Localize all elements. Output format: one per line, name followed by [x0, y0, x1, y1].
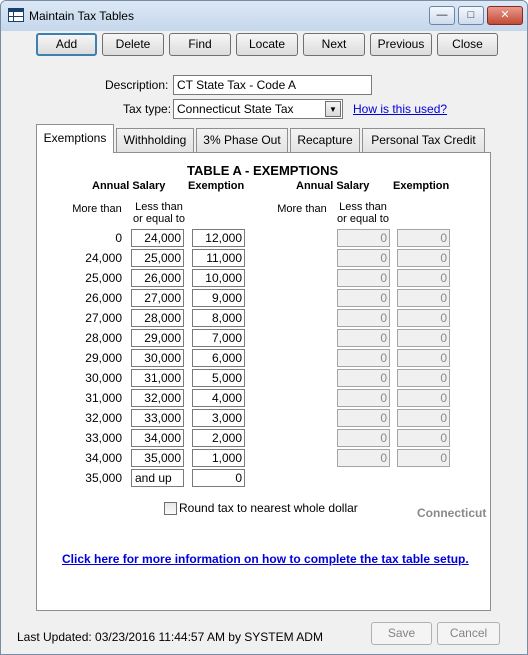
table-icon — [8, 8, 24, 22]
tax-table-help-link[interactable]: Click here for more information on how to complete the tax table setup. — [62, 552, 469, 566]
right-exemption-input[interactable]: 0 — [397, 289, 450, 307]
exemption-input[interactable]: 10,000 — [192, 269, 245, 287]
right-exemption-input[interactable]: 0 — [397, 249, 450, 267]
add-button[interactable]: Add — [36, 33, 97, 56]
right-less-than-input[interactable]: 0 — [337, 229, 390, 247]
right-less-than-input[interactable]: 0 — [337, 349, 390, 367]
less-than-input[interactable]: 28,000 — [131, 309, 184, 327]
row-more-than: 28,000 — [85, 331, 122, 345]
row-more-than: 24,000 — [85, 251, 122, 265]
right-exemption-input[interactable]: 0 — [397, 229, 450, 247]
exemption-input[interactable]: 7,000 — [192, 329, 245, 347]
tab-exemptions[interactable]: Exemptions — [36, 124, 114, 153]
less-than-input[interactable]: 35,000 — [131, 449, 184, 467]
save-button[interactable]: Save — [371, 622, 432, 645]
less-than-input[interactable]: 27,000 — [131, 289, 184, 307]
minimize-button[interactable] — [429, 6, 455, 25]
tab-withholding[interactable]: Withholding — [116, 128, 194, 152]
right-exemption-input[interactable]: 0 — [397, 449, 450, 467]
right-less-than-header — [333, 201, 393, 225]
less-than-input[interactable]: and up — [131, 469, 184, 487]
left-exemption-header: Exemption — [188, 180, 245, 192]
maximize-icon: □ — [467, 9, 475, 21]
right-exemption-input[interactable]: 0 — [397, 389, 450, 407]
right-less-than-input[interactable]: 0 — [337, 369, 390, 387]
round-tax-label[interactable]: Round tax to nearest whole dollar — [179, 501, 358, 515]
exemption-input[interactable]: 3,000 — [192, 409, 245, 427]
exemption-input[interactable]: 4,000 — [192, 389, 245, 407]
right-more-than-header: More than — [277, 203, 327, 215]
right-exemption-header: Exemption — [393, 180, 450, 192]
row-more-than: 25,000 — [85, 271, 122, 285]
right-exemption-input[interactable]: 0 — [397, 369, 450, 387]
right-exemption-input[interactable]: 0 — [397, 269, 450, 287]
right-salary-header: Annual Salary — [296, 180, 370, 192]
right-exemption-input[interactable]: 0 — [397, 409, 450, 427]
less-than-input[interactable]: 32,000 — [131, 389, 184, 407]
right-less-than-line1: Less than — [339, 201, 387, 213]
close-button[interactable]: Close — [437, 33, 498, 56]
exemption-input[interactable]: 5,000 — [192, 369, 245, 387]
minimize-icon: — — [436, 9, 448, 21]
less-than-input[interactable]: 24,000 — [131, 229, 184, 247]
cancel-button[interactable]: Cancel — [437, 622, 500, 645]
chevron-down-icon[interactable]: ▼ — [325, 101, 341, 117]
round-tax-checkbox[interactable] — [164, 502, 177, 515]
state-label: Connecticut — [417, 506, 487, 520]
less-than-input[interactable]: 30,000 — [131, 349, 184, 367]
right-exemption-input[interactable]: 0 — [397, 329, 450, 347]
tab-recapture[interactable]: Recapture — [290, 128, 360, 152]
less-than-line1: Less than — [135, 201, 183, 213]
right-less-than-input[interactable]: 0 — [337, 429, 390, 447]
row-more-than: 26,000 — [85, 291, 122, 305]
row-more-than: 33,000 — [85, 431, 122, 445]
tab-personal-tax-credit[interactable]: Personal Tax Credit — [362, 128, 485, 152]
less-than-input[interactable]: 33,000 — [131, 409, 184, 427]
row-more-than: 34,000 — [85, 451, 122, 465]
row-more-than: 32,000 — [85, 411, 122, 425]
exemption-input[interactable]: 8,000 — [192, 309, 245, 327]
table-title: TABLE A - EXEMPTIONS — [187, 163, 339, 178]
tax-type-label: Tax type: — [123, 102, 172, 116]
less-than-input[interactable]: 31,000 — [131, 369, 184, 387]
exemption-input[interactable]: 2,000 — [192, 429, 245, 447]
exemption-input[interactable]: 1,000 — [192, 449, 245, 467]
row-more-than: 0 — [115, 231, 122, 245]
delete-button[interactable]: Delete — [102, 33, 164, 56]
tax-type-value: Connecticut State Tax — [177, 102, 294, 116]
previous-button[interactable]: Previous — [370, 33, 432, 56]
right-exemption-input[interactable]: 0 — [397, 349, 450, 367]
window-close-button[interactable] — [487, 6, 523, 25]
locate-button[interactable]: Locate — [236, 33, 298, 56]
right-less-than-input[interactable]: 0 — [337, 329, 390, 347]
tax-type-select[interactable] — [173, 99, 343, 119]
description-input[interactable]: CT State Tax - Code A — [173, 75, 372, 95]
right-less-than-input[interactable]: 0 — [337, 409, 390, 427]
right-less-than-input[interactable]: 0 — [337, 249, 390, 267]
less-than-line2: or equal to — [133, 213, 185, 225]
row-more-than: 30,000 — [85, 371, 122, 385]
last-updated-text: Last Updated: 03/23/2016 11:44:57 AM by SYSTEM ADM — [17, 630, 323, 644]
find-button[interactable]: Find — [169, 33, 231, 56]
row-more-than: 27,000 — [85, 311, 122, 325]
title-bar[interactable] — [1, 1, 527, 31]
maximize-button[interactable] — [458, 6, 484, 25]
close-icon: ✕ — [500, 9, 510, 21]
right-exemption-input[interactable]: 0 — [397, 429, 450, 447]
exemption-input[interactable]: 9,000 — [192, 289, 245, 307]
right-less-than-input[interactable]: 0 — [337, 269, 390, 287]
exemption-input[interactable]: 12,000 — [192, 229, 245, 247]
right-less-than-input[interactable]: 0 — [337, 389, 390, 407]
left-salary-header: Annual Salary — [92, 180, 166, 192]
row-more-than: 31,000 — [85, 391, 122, 405]
right-less-than-input[interactable]: 0 — [337, 289, 390, 307]
description-label: Description: — [105, 78, 169, 92]
row-more-than: 35,000 — [85, 471, 122, 485]
row-more-than: 29,000 — [85, 351, 122, 365]
exemption-input[interactable]: 0 — [192, 469, 245, 487]
right-less-than-line2: or equal to — [337, 213, 389, 225]
right-less-than-input[interactable]: 0 — [337, 309, 390, 327]
less-than-input[interactable]: 26,000 — [131, 269, 184, 287]
less-than-input[interactable]: 34,000 — [131, 429, 184, 447]
less-than-input[interactable]: 29,000 — [131, 329, 184, 347]
right-exemption-input[interactable]: 0 — [397, 309, 450, 327]
right-less-than-input[interactable]: 0 — [337, 449, 390, 467]
exemption-input[interactable]: 6,000 — [192, 349, 245, 367]
exemption-input[interactable]: 11,000 — [192, 249, 245, 267]
how-used-link[interactable]: How is this used? — [353, 102, 448, 116]
tab-3-phase-out[interactable]: 3% Phase Out — [196, 128, 288, 152]
next-button[interactable]: Next — [303, 33, 365, 56]
less-than-header — [129, 201, 189, 225]
more-than-header: More than — [72, 203, 122, 215]
window-title: Maintain Tax Tables — [29, 9, 134, 23]
less-than-input[interactable]: 25,000 — [131, 249, 184, 267]
